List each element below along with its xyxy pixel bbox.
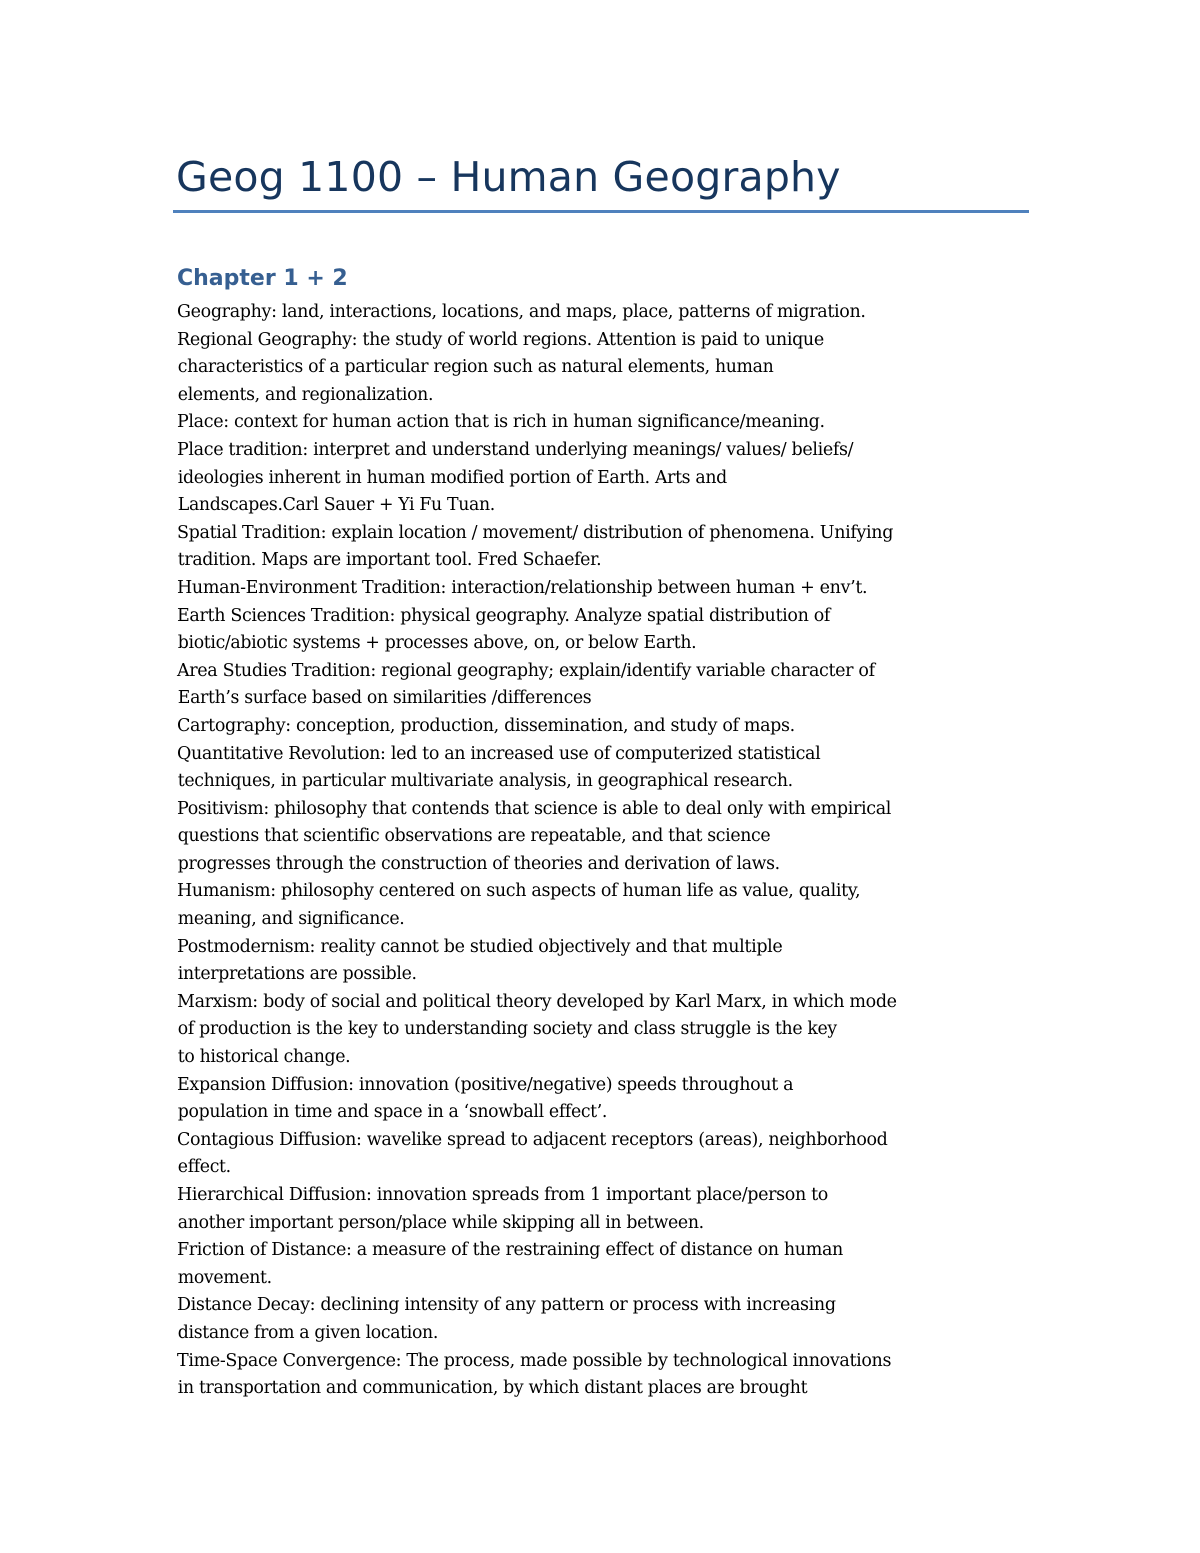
definition-first-line: Distance Decay: declining intensity of any pattern or process with increasing (177, 1295, 836, 1316)
definition-entry (177, 1127, 1047, 1182)
definition-entry (177, 741, 1047, 796)
document-title: Geog 1100 – Human Geography (176, 153, 841, 201)
definition-continuation-line: distance from a given location. (177, 1322, 439, 1343)
definition-continuation-line: ideologies inherent in human modified portion of Earth. Arts and (177, 467, 727, 488)
definition-continuation-line: techniques, in particular multivariate analysis, in geographical research. (177, 771, 793, 792)
definition-entry (177, 1072, 1047, 1127)
definition-first-line: Human-Environment Tradition: interaction/relationship between human + env’t. (177, 577, 868, 598)
definition-first-line: Earth Sciences Tradition: physical geography. Analyze spatial distribution of (177, 605, 831, 626)
title-underline-rule (173, 210, 1029, 213)
definition-continuation-line: in transportation and communication, by which distant places are brought (177, 1378, 808, 1399)
definition-continuation-line: movement. (177, 1267, 272, 1288)
definition-continuation-line: elements, and regionalization. (177, 384, 434, 405)
definition-entry (177, 299, 1047, 327)
definition-first-line: Place tradition: interpret and understand underlying meanings/ values/ beliefs/ (177, 439, 854, 460)
definition-first-line: Contagious Diffusion: wavelike spread to adjacent receptors (areas), neighborhood (177, 1129, 888, 1150)
definition-entry (177, 713, 1047, 741)
definition-continuation-line: effect. (177, 1157, 231, 1178)
definition-entry (177, 520, 1047, 575)
definition-first-line: Quantitative Revolution: led to an increased use of computerized statistical (177, 743, 821, 764)
definition-first-line: Regional Geography: the study of world regions. Attention is paid to unique (177, 329, 824, 350)
definition-entry (177, 575, 1047, 603)
definition-first-line: Area Studies Tradition: regional geography; explain/identify variable character of (177, 660, 875, 681)
definition-continuation-line: another important person/place while skipping all in between. (177, 1212, 704, 1233)
definition-first-line: Humanism: philosophy centered on such aspects of human life as value, quality, (177, 881, 861, 902)
definition-entry (177, 796, 1047, 879)
chapter-heading: Chapter 1 + 2 (177, 266, 348, 291)
definition-entry (177, 878, 1047, 933)
definition-first-line: Time-Space Convergence: The process, made possible by technological innovations (177, 1350, 892, 1371)
definition-first-line: Postmodernism: reality cannot be studied objectively and that multiple (177, 936, 783, 957)
definition-continuation-line: meaning, and significance. (177, 909, 405, 930)
definition-continuation-line: to historical change. (177, 1047, 351, 1068)
definition-continuation-line: tradition. Maps are important tool. Fred Schaefer. (177, 550, 602, 571)
definition-entry (177, 1182, 1047, 1237)
definition-continuation-line: of production is the key to understanding society and class struggle is the key (177, 1019, 837, 1040)
definition-list (177, 299, 1047, 1403)
definition-continuation-line: characteristics of a particular region such as natural elements, human (177, 357, 774, 378)
definition-continuation-line: Earth’s surface based on similarities /differences (177, 688, 592, 709)
definition-continuation-line: interpretations are possible. (177, 964, 417, 985)
definition-continuation-line: questions that scientific observations are repeatable, and that science (177, 826, 771, 847)
definition-first-line: Marxism: body of social and political theory developed by Karl Marx, in which mode (177, 991, 897, 1012)
definition-first-line: Hierarchical Diffusion: innovation spreads from 1 important place/person to (177, 1185, 828, 1205)
definition-entry (177, 327, 1047, 410)
definition-entry (177, 989, 1047, 1072)
definition-first-line: Positivism: philosophy that contends that science is able to deal only with empirical (177, 798, 892, 819)
definition-entry (177, 437, 1047, 520)
definition-entry (177, 1348, 1047, 1403)
definition-continuation-line: Landscapes.Carl Sauer + Yi Fu Tuan. (177, 495, 495, 516)
definition-first-line: Place: context for human action that is rich in human significance/meaning. (177, 412, 825, 433)
definition-entry (177, 658, 1047, 713)
definition-entry (177, 934, 1047, 989)
definition-entry (177, 1237, 1047, 1292)
definition-continuation-line: progresses through the construction of theories and derivation of laws. (177, 853, 780, 874)
definition-first-line: Geography: land, interactions, locations, and maps, place, patterns of migration. (177, 302, 866, 322)
definition-first-line: Expansion Diffusion: innovation (positive/negative) speeds throughout a (177, 1074, 794, 1095)
definition-entry (177, 603, 1047, 658)
definition-first-line: Cartography: conception, production, dissemination, and study of maps. (177, 715, 795, 736)
definition-continuation-line: population in time and space in a ‘snowball effect’. (177, 1102, 608, 1123)
definition-first-line: Spatial Tradition: explain location / movement/ distribution of phenomena. Unifying (177, 522, 894, 543)
definition-entry (177, 1292, 1047, 1347)
definition-continuation-line: biotic/abiotic systems + processes above, on, or below Earth. (177, 633, 697, 654)
definition-first-line: Friction of Distance: a measure of the restraining effect of distance on human (177, 1240, 843, 1261)
definition-entry (177, 409, 1047, 437)
